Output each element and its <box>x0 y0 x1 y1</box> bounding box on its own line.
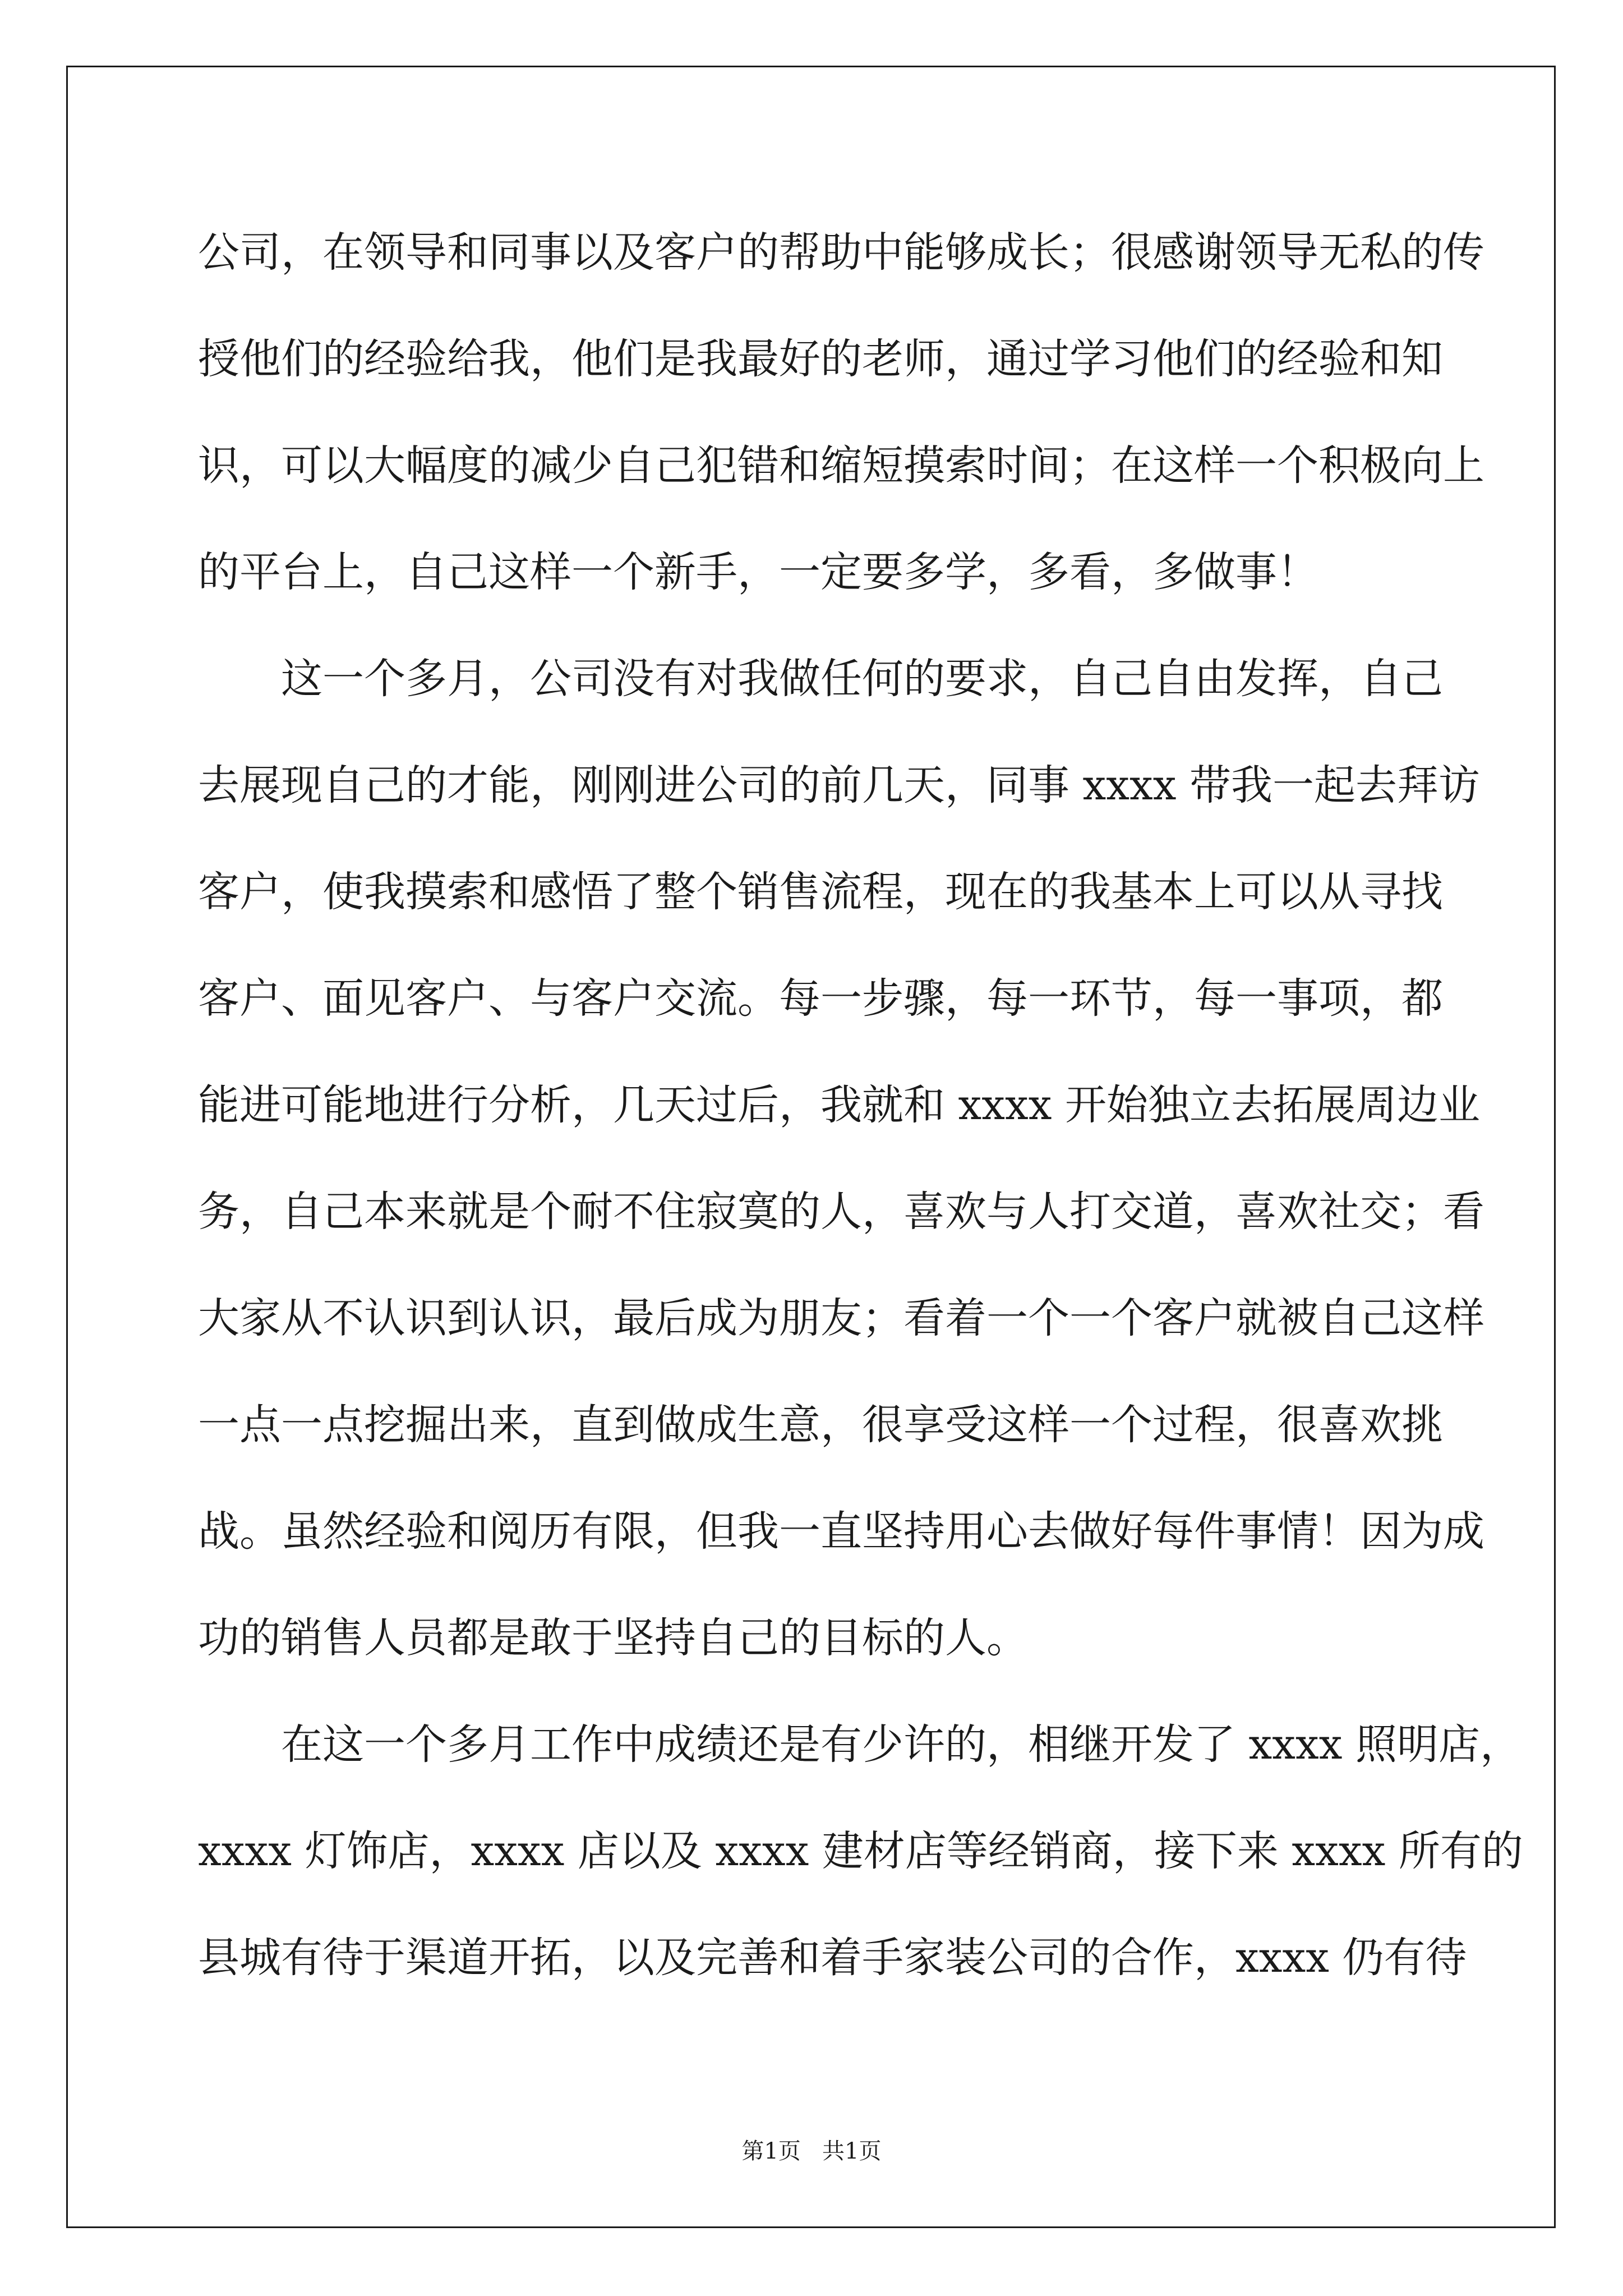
page-border <box>66 66 1556 2228</box>
text-line: 大家从不认识到认识，最后成为朋友；看着一个一个客户就被自己这样 <box>198 1294 1484 1342</box>
text-line: 识，可以大幅度的减少自己犯错和缩短摸索时间；在这样一个积极向上 <box>198 441 1484 490</box>
text-line: 客户，使我摸索和感悟了整个销售流程，现在的我基本上可以从寻找 <box>198 868 1443 916</box>
text-line: 县城有待于渠道开拓，以及完善和着手家装公司的合作，xxxx 仍有待 <box>198 1934 1467 1982</box>
text-line: 能进可能地进行分析，几天过后，我就和 xxxx 开始独立去拓展周边业 <box>198 1081 1480 1129</box>
text-line: 战。虽然经验和阅历有限，但我一直坚持用心去做好每件事情！因为成 <box>198 1507 1484 1556</box>
text-line: xxxx 灯饰店，xxxx 店以及 xxxx 建材店等经销商，接下来 xxxx 所有的 <box>198 1827 1523 1875</box>
text-line: 客户、面见客户、与客户交流。每一步骤，每一环节，每一事项，都 <box>198 974 1443 1023</box>
text-line: 这一个多月，公司没有对我做任何的要求，自己自由发挥，自己 <box>281 655 1443 703</box>
text-line: 去展现自己的才能，刚刚进公司的前几天，同事 xxxx 带我一起去拜访 <box>198 761 1480 809</box>
text-line: 在这一个多月工作中成绩还是有少许的，相继开发了 xxxx 照明店， <box>281 1720 1521 1769</box>
text-line: 的平台上，自己这样一个新手，一定要多学，多看，多做事！ <box>198 548 1318 596</box>
page-footer: 第1页 共1页 <box>741 2138 882 2164</box>
text-line: 务，自己本来就是个耐不住寂寞的人，喜欢与人打交道，喜欢社交；看 <box>198 1188 1484 1236</box>
text-line: 公司，在领导和同事以及客户的帮助中能够成长；很感谢领导无私的传 <box>198 228 1484 277</box>
text-line: 一点一点挖掘出来，直到做成生意，很享受这样一个过程，很喜欢挑 <box>198 1401 1443 1449</box>
text-line: 功的销售人员都是敢于坚持自己的目标的人。 <box>198 1614 1028 1662</box>
text-line: 授他们的经验给我，他们是我最好的老师，通过学习他们的经验和知 <box>198 335 1443 383</box>
